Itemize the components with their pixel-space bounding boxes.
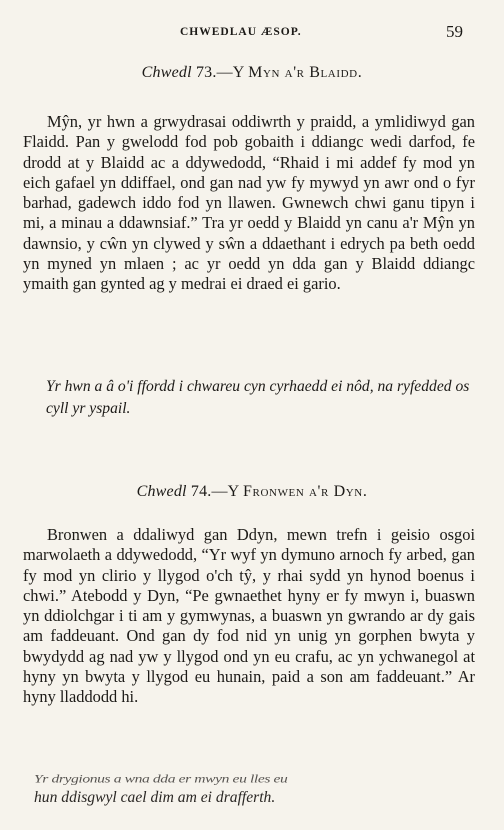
fable-74-moral-line1: Yr drygionus a wna dda er mwyn eu lles eu bbox=[34, 773, 288, 786]
fable-74-heading-prefix: Chwedl bbox=[136, 483, 187, 500]
fable-73-moral: Yr hwn a â o'i ffordd i chwareu cyn cyrhaedd ei nôd, na ryfedded os cyll yr yspail. bbox=[46, 378, 470, 417]
fable-73-heading-number: 73.—Y bbox=[195, 64, 244, 81]
fable-73-heading-title: Myn a'r Blaidd. bbox=[248, 64, 363, 81]
running-title: CHWEDLAU ÆSOP. bbox=[180, 26, 302, 38]
fable-74-moral bbox=[34, 766, 479, 808]
fable-73-heading bbox=[0, 64, 504, 82]
page-number: 59 bbox=[446, 22, 463, 41]
fable-74-moral-line2: hun ddisgwyl cael dim am ei drafferth. bbox=[34, 789, 276, 806]
fable-74-body: Bronwen a ddaliwyd gan Ddyn, mewn trefn i geisio osgoi marwolaeth a ddywedodd, “Yr wyf yn dymuno arnoch fy arbed, gan fy mod yn clirio y llygod o'ch tŷ, y rhai sydd yn hynod boenus i chwi.” Atebodd y Dyn, “Pe gwnaethet hyny er fy mwyn i, buaswn yn ddiolchgar i ti am y gymwynas, a buaswn yn gwrando ar dy gais am faddeuant. Ond gan dy fod nid yn unig yn gorphen bwyta y bwydydd ag nad yw y llygod ond yn eu crafu, ac yn ychwanegol at hyny yn bwyta y llygod eu hunain, paid a son am faddeuant.” Ar hyny lladdodd hi. bbox=[23, 525, 475, 707]
fable-73-body: Mŷn, yr hwn a grwydrasai oddiwrth y praidd, a ymlidiwyd gan Flaidd. Pan y gwelodd fod pob gobaith i ddiangc wedi darfod, fe drodd at y Blaidd ac a ddywedodd, “Rhaid i mi addef fy mod yn eich gafael yn ddiffael, ond gan nad yw fy mywyd yn awr ond o fyr barhad, gadewch iddo fod yn llawen. Gwnewch chwi ganu tipyn i mi, a minau a ddawnsiaf.” Tra yr oedd y Blaidd yn canu a'r Mŷn yn dawnsio, y cŵn yn clywed y sŵn a ddaethant i edrych pa beth oedd yn myned yn mlaen ; ac yr oedd yn dda gan y Blaidd ddiangc ymaith gan gynted ag y medrai ei draed ei gario. bbox=[23, 112, 475, 294]
fable-74-heading-title: Fronwen a'r Dyn. bbox=[243, 483, 368, 500]
fable-74-heading-number: 74.—Y bbox=[190, 483, 239, 500]
fable-73-heading-prefix: Chwedl bbox=[141, 64, 192, 81]
running-head bbox=[0, 22, 504, 42]
fable-74-heading bbox=[0, 483, 504, 501]
